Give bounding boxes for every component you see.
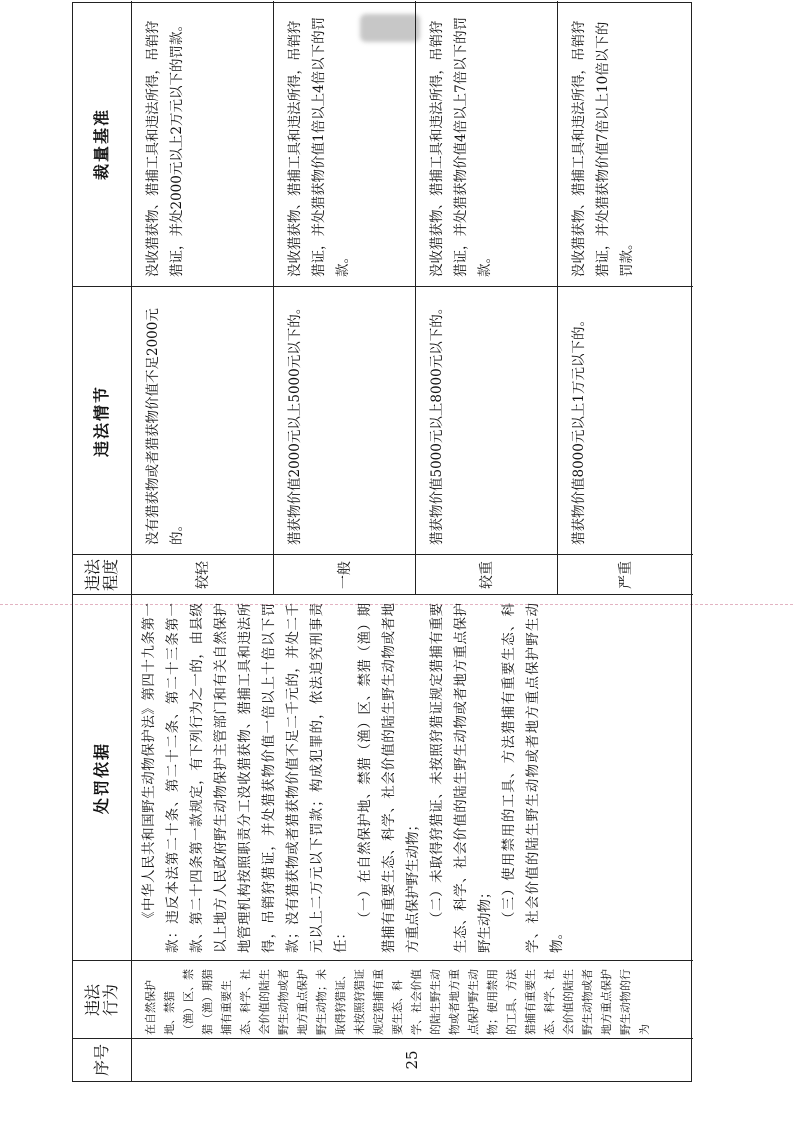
row-seq: 25 bbox=[403, 1050, 421, 1070]
row-behavior: 在自然保护地、禁猎（渔）区、禁猎（渔）期猎捕有重要生态、科学、社会价值的陆生野生动物或者地方重点保护野生动物；未取得狩猎证、未按照狩猎证规定猎捕有重要生态、科学、社会价值的陆生野生动物或者地方重点保护野生动物；使用禁用的工具、方法猎捕有重要生态、科学、社会价值的陆生野生动物或者地方重点保护野生动物的行为 bbox=[144, 969, 651, 1035]
standard-text: 没收猎获物、猎捕工具和违法所得，吊销狩猎证，并处猎获物价值4倍以上7倍以下的罚款。 bbox=[429, 16, 493, 277]
basis-paragraph: （三）使用禁用的工具、方法猎捕有重要生态、科学、社会价值的陆生野生动物或者地方重点保护野生动物。 bbox=[501, 603, 565, 953]
circumstance-text: 猎获物价值5000元以上8000元以下的。 bbox=[429, 300, 445, 545]
standard-text: 没收猎获物、猎捕工具和违法所得，吊销狩猎证，并处猎获物价值7倍以上10倍以下的罚款。 bbox=[571, 20, 635, 277]
level-label: 较轻 bbox=[195, 561, 211, 589]
circumstance-text: 猎获物价值8000元以上1万元以下的。 bbox=[571, 313, 587, 545]
penalty-table bbox=[72, 2, 692, 1082]
header-seq: 序号 bbox=[91, 1044, 111, 1077]
level-label: 一般 bbox=[337, 561, 353, 589]
header-basis: 处罚依据 bbox=[91, 742, 111, 815]
header-circumstance: 违法情节 bbox=[91, 385, 111, 458]
basis-paragraph: 《中华人民共和国野生动物保护法》第四十九条第一款：违反本法第二十条、第二十二条、第二十三条第一款、第二十四条第一款规定，有下列行为之一的，由县级以上地方人民政府野生动物保护主管部门和有关自然保护地管理机构按照职责分工没收猎获物、猎捕工具和违法所得，吊销狩猎证，并处猎获物价值一倍以上十倍以下罚款；没有猎获物或者猎获物价值不足二千元的，并处二千元以上二万元以下罚款；构成犯罪的，依法追究刑事责任： bbox=[141, 603, 349, 953]
level-label: 较重 bbox=[479, 561, 495, 589]
level-label: 严重 bbox=[618, 561, 634, 589]
header-level: 违法程度 bbox=[82, 559, 120, 592]
header-standard: 裁量基准 bbox=[91, 108, 111, 181]
circumstance-text: 猎获物价值2000元以上5000元以下的。 bbox=[287, 300, 303, 545]
rotated-table-page bbox=[72, 2, 692, 1082]
circumstance-text: 没有猎获物或者猎获物价值不足2000元的。 bbox=[145, 308, 185, 545]
standard-text: 没收猎获物、猎捕工具和违法所得，吊销狩猎证，并处猎获物价值1倍以上4倍以下的罚款。 bbox=[287, 16, 351, 277]
header-behavior: 违法行为 bbox=[82, 984, 120, 1017]
row-basis bbox=[131, 595, 693, 961]
basis-paragraph: （二）未取得狩猎证、未按照狩猎证规定猎捕有重要生态、科学、社会价值的陆生野生动物或者地方重点保护野生动物； bbox=[429, 603, 493, 953]
basis-paragraph: （一）在自然保护地、禁猎（渔）区、禁猎（渔）期猎捕有重要生态、科学、社会价值的陆生野生动物或者地方重点保护野生动物； bbox=[357, 603, 421, 953]
standard-text: 没收猎获物、猎捕工具和违法所得，吊销狩猎证，并处2000元以上2万元以下的罚款。 bbox=[145, 18, 185, 277]
